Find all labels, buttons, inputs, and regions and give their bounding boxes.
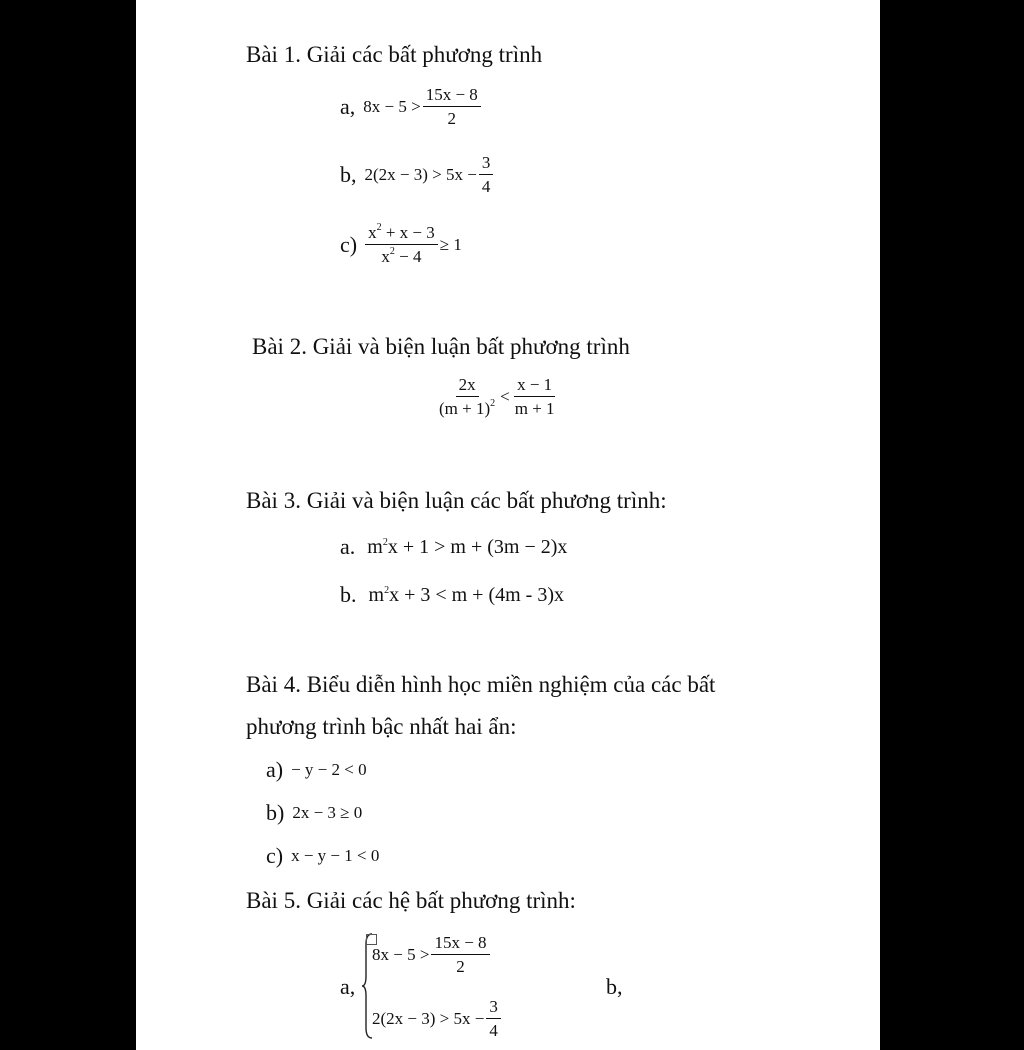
bai1-b-den: 4 [481,177,491,197]
bai1-c-rhs: ≥ 1 [439,234,462,254]
bai5-a-line2-lhs: 2(2x − 3) > 5x − [372,1008,485,1028]
bai1-c-num-exp: 2 [376,222,382,233]
bai3-b-expr [369,584,565,607]
bai2-right-num: x − 1 [514,374,555,397]
bai2-left-den: (m + 1) [439,399,491,419]
bai2-right-fraction [512,374,558,420]
bai1-a-lhs: 8x − 5 > [363,96,421,116]
document-page [136,0,880,1050]
bai4-c-label: c) [266,843,284,868]
bai1-c [340,222,462,268]
bai4-b-expr: 2x − 3 ≥ 0 [292,803,363,822]
bai5-a-line1 [372,932,492,978]
bai4-b-label: b) [266,800,285,825]
bai1-c-den-post: − 4 [394,247,422,267]
bai3-a-expr [367,536,567,559]
bai5-a-line1-num: 15x − 8 [431,932,489,955]
bai2-left-fraction [436,374,498,420]
bai1-c-num-post: + x − 3 [381,223,435,242]
bai1-c-fraction [365,222,438,268]
bai3-title: Bài 3. Giải và biện luận các bất phương trình: [246,488,667,513]
bai5-a-line1-den: 2 [456,957,465,977]
bai2-inequality [434,374,560,420]
bai1-a-num: 15x − 8 [423,84,481,107]
bai4-title-line2: phương trình bậc nhất hai ẩn: [246,714,517,739]
bai5-a-line2-den: 4 [489,1021,498,1041]
bai3-a [340,534,567,560]
bai4-c-expr: x − y − 1 < 0 [291,846,380,865]
bai3-a-pre: m [367,535,383,558]
bai1-a [340,84,483,130]
bai3-a-exp: 2 [382,536,388,548]
bai5-a-line2-num: 3 [486,996,501,1019]
bai4-a [266,757,367,783]
bai5-title: Bài 5. Giải các hệ bất phương trình: [246,888,576,913]
bai5-b-label: b, [606,974,623,999]
bai1-c-num-pre: x [368,223,377,242]
bai1-a-den: 2 [447,109,456,129]
bai3-b-exp: 2 [384,584,390,596]
bai1-c-label: c) [340,231,358,257]
bai1-b-lhs: 2(2x − 3) > 5x − [364,164,477,184]
bai3-b-pre: m [368,583,385,606]
bai1-b-label: b, [340,161,357,187]
bai3-b-label: b. [340,582,357,607]
bai1-b [340,152,495,198]
bai1-c-den-pre: x [381,247,390,267]
bai5-a-line1-lhs: 8x − 5 > [372,944,430,964]
bai1-title: Bài 1. Giải các bất phương trình [246,42,543,67]
bai3-b-post: x + 3 < m + (4m - 3)x [389,583,564,606]
bai3-a-label: a. [340,534,356,559]
bai5-a-label: a, [340,974,356,999]
bai2-left-exp: 2 [490,398,496,410]
bai1-a-label: a, [340,93,356,119]
bai5-a-line1-fraction [431,932,489,978]
bai3-a-post: x + 1 > m + (3m − 2)x [387,535,568,558]
bai5-a-line2-fraction [486,996,501,1042]
bai1-c-den-exp: 2 [389,246,395,258]
bai4-title-line1: Bài 4. Biểu diễn hình học miền nghiệm của các bất [246,672,716,697]
bai4-c [266,843,379,869]
bai1-b-fraction [479,152,494,198]
bai1-b-num: 3 [479,152,494,175]
bai2-right-den: m + 1 [514,399,555,419]
bai5-a-line2 [372,996,503,1042]
bai4-a-expr: − y − 2 < 0 [291,760,367,779]
bai2-title: Bài 2. Giải và biện luận bất phương trình [252,334,630,359]
bai4-a-label: a) [266,757,284,782]
bai4-b [266,800,362,826]
bai1-a-fraction [423,84,481,130]
bai2-left-num: 2x [456,374,479,397]
bai3-b [340,582,564,608]
bai2-op: < [500,386,510,406]
